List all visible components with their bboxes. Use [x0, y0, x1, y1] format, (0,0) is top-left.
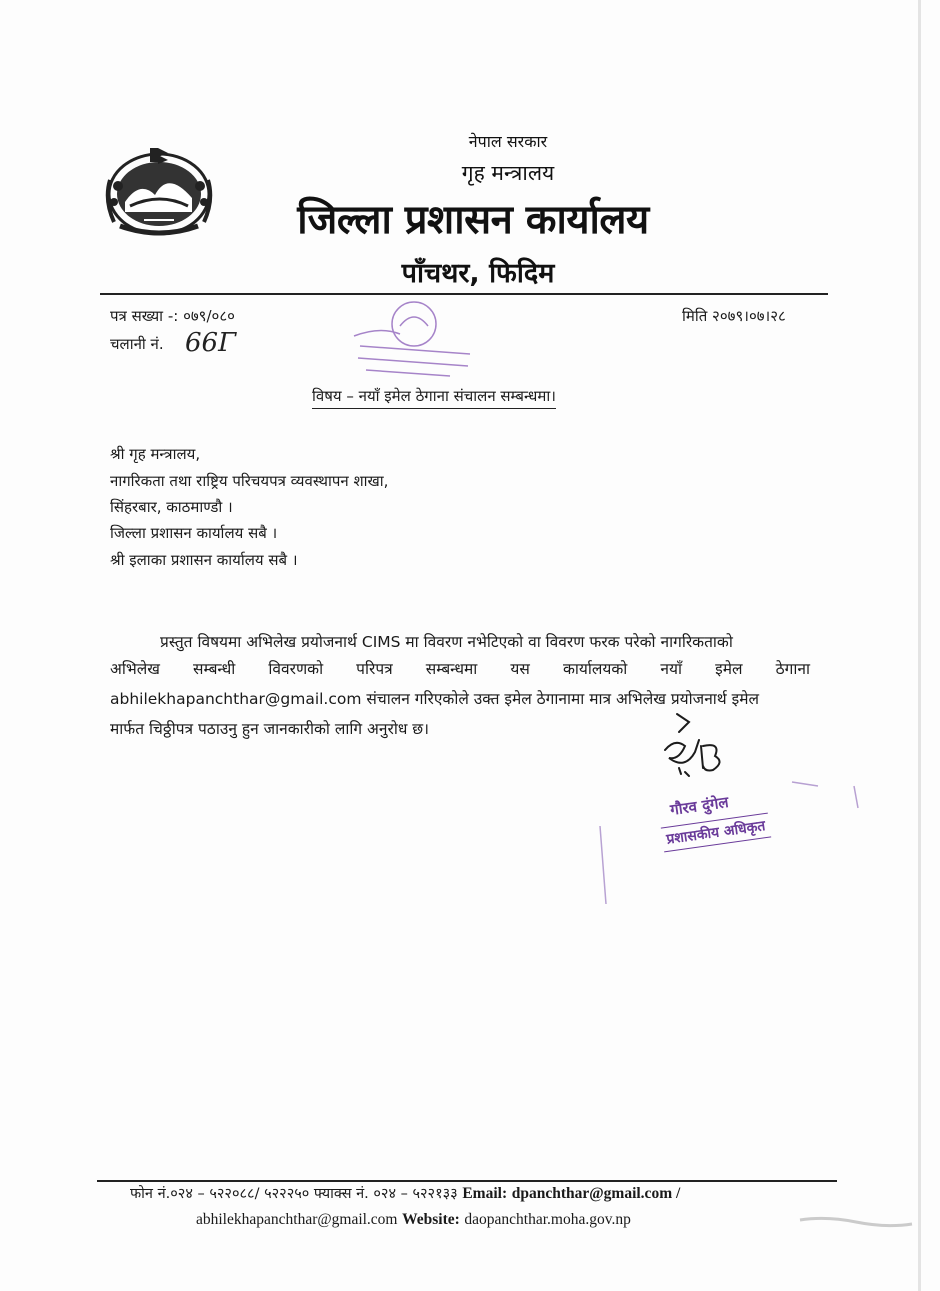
addressee-line: श्री इलाका प्रशासन कार्यालय सबै । — [110, 551, 298, 569]
office-stamp-icon — [340, 296, 480, 386]
footer-phone: फोन नं.०२४ – ५२२०८८/ ५२२२५० फ्याक्स नं. ०२४ – ५२२१३३ — [130, 1186, 458, 1202]
body-text-line: प्रस्तुत विषयमा अभिलेख प्रयोजनार्थ CIMS मा विवरण नभेटिएको वा विवरण फरक परेको नागरिकताको — [160, 633, 733, 651]
office-location: पाँचथर, फिदिम — [401, 258, 555, 289]
government-name: नेपाल सरकार — [468, 132, 548, 151]
body-text-line: मार्फत चिठ्ठीपत्र पठाउनु हुन जानकारीको लागि अनुरोध छ। — [110, 720, 430, 738]
footer-email: dpanchthar@gmail.com / — [511, 1185, 681, 1202]
addressee-line: नागरिकता तथा राष्ट्रिय परिचयपत्र व्यवस्थापन शाखा, — [110, 472, 389, 490]
footer-email-secondary: abhilekhapanchthar@gmail.com — [196, 1211, 398, 1228]
officer-title: प्रशासकीय अधिकृत — [661, 813, 771, 853]
page-edge-shadow — [918, 0, 921, 1291]
letter-date: मिति २०७९।०७।२८ — [682, 307, 786, 325]
footer-website-label: Website: — [402, 1211, 460, 1228]
footer-contact-line — [130, 1183, 680, 1203]
ministry-name: गृह मन्त्रालय — [461, 161, 555, 185]
addressee-line: श्री गृह मन्त्रालय, — [110, 445, 201, 463]
officer-name: गौरव दुंगेल — [669, 793, 730, 819]
nepal-emblem-icon — [100, 140, 218, 240]
letter-subject: विषय – नयाँ इमेल ठेगाना संचालन सम्बन्धमा। — [312, 386, 556, 409]
body-text-line: अभिलेख सम्बन्धी विवरणको परिपत्र सम्बन्धमा यस कार्यालयको नयाँ इमेल ठेगाना — [110, 660, 810, 678]
header-divider — [100, 293, 828, 295]
footer-web-line — [196, 1211, 631, 1229]
addressee-line: जिल्ला प्रशासन कार्यालय सबै । — [110, 524, 278, 542]
footer-website: daopanchthar.moha.gov.np — [464, 1211, 631, 1228]
dispatch-label: चलानी नं. — [110, 335, 164, 353]
addressee-line: सिंहरबार, काठमाण्डौ । — [110, 498, 233, 516]
footer-divider — [97, 1180, 837, 1182]
body-text-line: abhilekhapanchthar@gmail.com संचालन गरिएकोले उक्त इमेल ठेगानामा मात्र अभिलेख प्रयोजनार्थ इमेल — [110, 690, 760, 708]
scan-smudge — [796, 1208, 916, 1238]
reference-number: पत्र सख्या -: ०७९/०८० — [110, 307, 235, 325]
dispatch-number-handwritten: 66Γ — [185, 328, 237, 358]
office-name: जिल्ला प्रशासन कार्यालय — [297, 197, 649, 243]
footer-email-label: Email: — [462, 1185, 508, 1202]
